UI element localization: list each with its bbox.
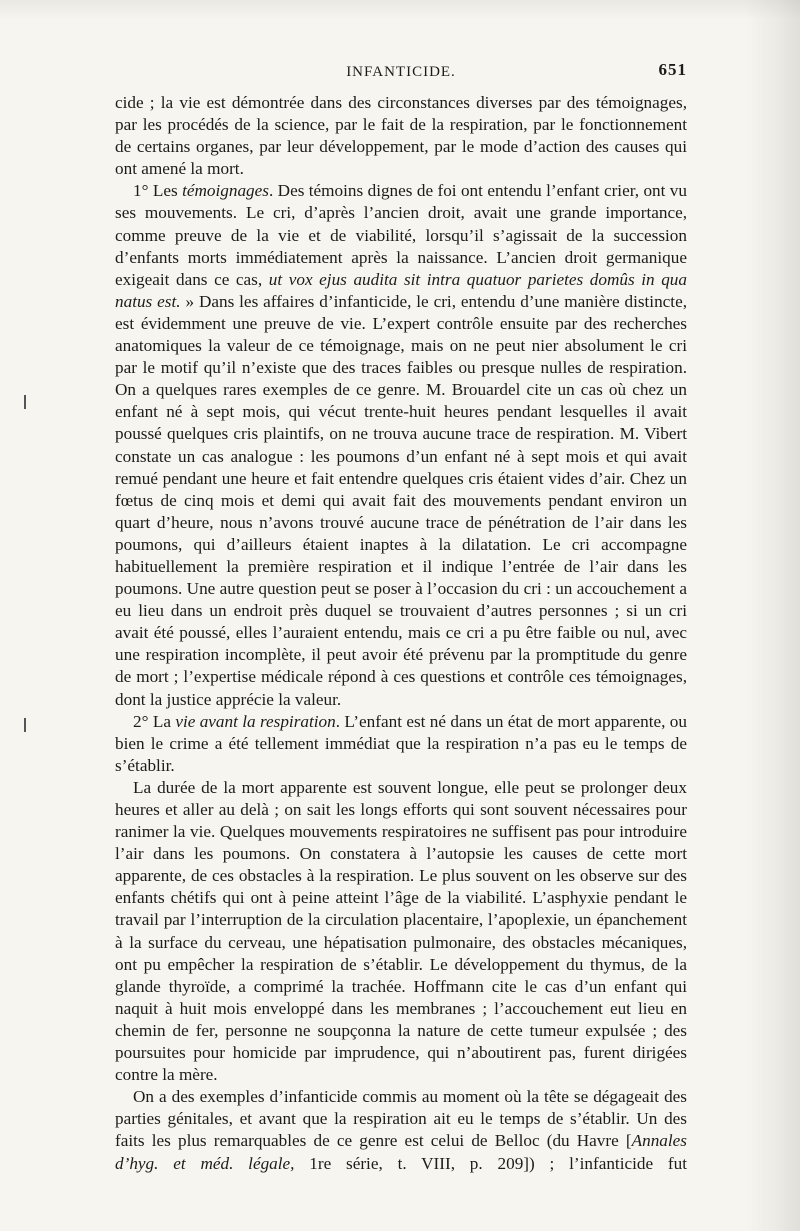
paragraph-text: » Dans les affaires d’infanticide, le cri, entendu d’une manière distincte, est évidemment une preuve de vie. L’expert contrôle ensuite par des recherches anatomiques la valeur de ce témoignage, mais on ne peut nier absolument le cri par le motif qu’il n’existe que des traces faibles ou presque nulles de respiration. On a quelques rares exemples de ce genre. M. Brouardel cite un cas où chez un enfant né à sept mois, qui vécut trente-huit heures pendant lesquelles il avait poussé quelques cris plaintifs, on ne trouva aucune trace de respiration. M. Vibert constate un cas analogue : les poumons d’un enfant né à sept mois et qui avait remué pendant une heure et fait entendre quelques cris étaient vides d’air. Chez un fœtus de cinq mois et demi qui avait fait des mouvements pendant environ un quart d’heure, nous n’avons trouvé aucune trace de pénétration de l’air dans les poumons, qui d’ailleurs étaient inaptes à la dilatation. Le cri accompagne habituellement la première respiration et il indique l’entrée de l’air dans les poumons. Une autre question peut se poser à l’occasion du cri : un accouchement a eu lieu dans un endroit près duquel se trouvaient d’autres personnes ; si un cri avait été poussé, elles l’auraient entendu, mais ce cri a pu être faible ou nul, avec une respiration incomplète, il peut avoir été prévenu par la promptitude du genre de mort ; l’expertise médicale répond à ces questions et contrôle ces témoignages, dont la justice apprécie la valeur. [115,291,688,709]
scan-shadow-right [745,0,800,1231]
section-heading: vie avant la respiration [175,711,336,731]
paragraph-exemples [115,1086,687,1174]
running-title: INFANTICIDE. [346,64,456,80]
paragraph-continuation: cide ; la vie est démontrée dans des circonstances diverses par des témoignages, par les procédés de la science, par le fait de la respiration, par le fonctionnement de certains organes, par leur développement, par le mode d’action des causes qui ont amené la mort. [115,93,687,179]
page-number: 651 [658,60,687,79]
margin-mark [24,395,26,409]
citation-title: Annales d’hyg. et méd. légale, [115,1131,687,1173]
body-text [115,92,687,1175]
section-number: 1° Les [133,181,183,201]
paragraph-text: . L’enfant est né dans un état de mort apparente, ou bien le crime a été tellement immédiat que la respiration n’a pas eu le temps de s’établir. [115,711,687,775]
section-number: 2° La [133,711,176,731]
scan-shadow-top [0,0,800,20]
section-heading: témoignages [182,181,269,201]
latin-quotation: ut vox ejus audita sit intra quatuor parietes domûs in qua natus est. [115,269,687,311]
paragraph-mort-apparente: La durée de la mort apparente est souvent longue, elle peut se prolonger deux heures et aller au delà ; on sait les longs efforts qui sont souvent nécessaires pour ranimer la vie. Quelques mouvements respiratoires ne suffisent pas pour introduire l’air dans les poumons. On constatera à l’autopsie les causes de cette mort apparente, de ces obstacles à la respiration. Le plus souvent on les observe sur des enfants chétifs qui ont à peine atteint l’âge de la viabilité. L’asphyxie pendant le travail par l’interruption de la circulation placentaire, l’apoplexie, un épanchement à la surface du cerveau, une hépatisation pulmonaire, des obstacles mécaniques, ont pu empêcher la respiration de s’établir. Le développement du thymus, de la glande thyroïde, a comprimé la trachée. Hoffmann cite le cas d’un enfant qui naquit à huit mois enveloppé dans les membranes ; l’accouchement eut lieu en chemin de fer, personne ne soupçonna la nature de cette tumeur expulsée ; des poursuites pour homicide par imprudence, qui n’aboutirent pas, furent dirigées contre la mère. [115,777,687,1085]
paragraph-text: . Des témoins dignes de foi ont entendu l’enfant crier, ont vu ses mouvements. Le cri, d’après l’ancien droit, avait une grande importance, comme preuve de la vie et de viabilité, lorsqu’il s’agissait de la succession d’enfants morts immédiatement après la naissance. L’ancien droit germanique exigeait dans ce cas, [115,181,687,289]
paragraph-text: 1re série, t. VIII, p. 209]) ; l’infanticide fut [294,1153,687,1173]
margin-mark [24,718,26,732]
paragraph-text: On a des exemples d’infanticide commis au moment où la tête se dégageait des parties génitales, et avant que la respiration ait eu le temps de s’établir. Un des faits les plus remarquables de ce genre est celui de Belloc (du Havre [ [115,1087,687,1151]
paragraph-temoignages [115,180,687,710]
paragraph-vie-avant-respiration [115,711,687,777]
running-header [115,60,687,88]
book-page [115,60,687,1175]
